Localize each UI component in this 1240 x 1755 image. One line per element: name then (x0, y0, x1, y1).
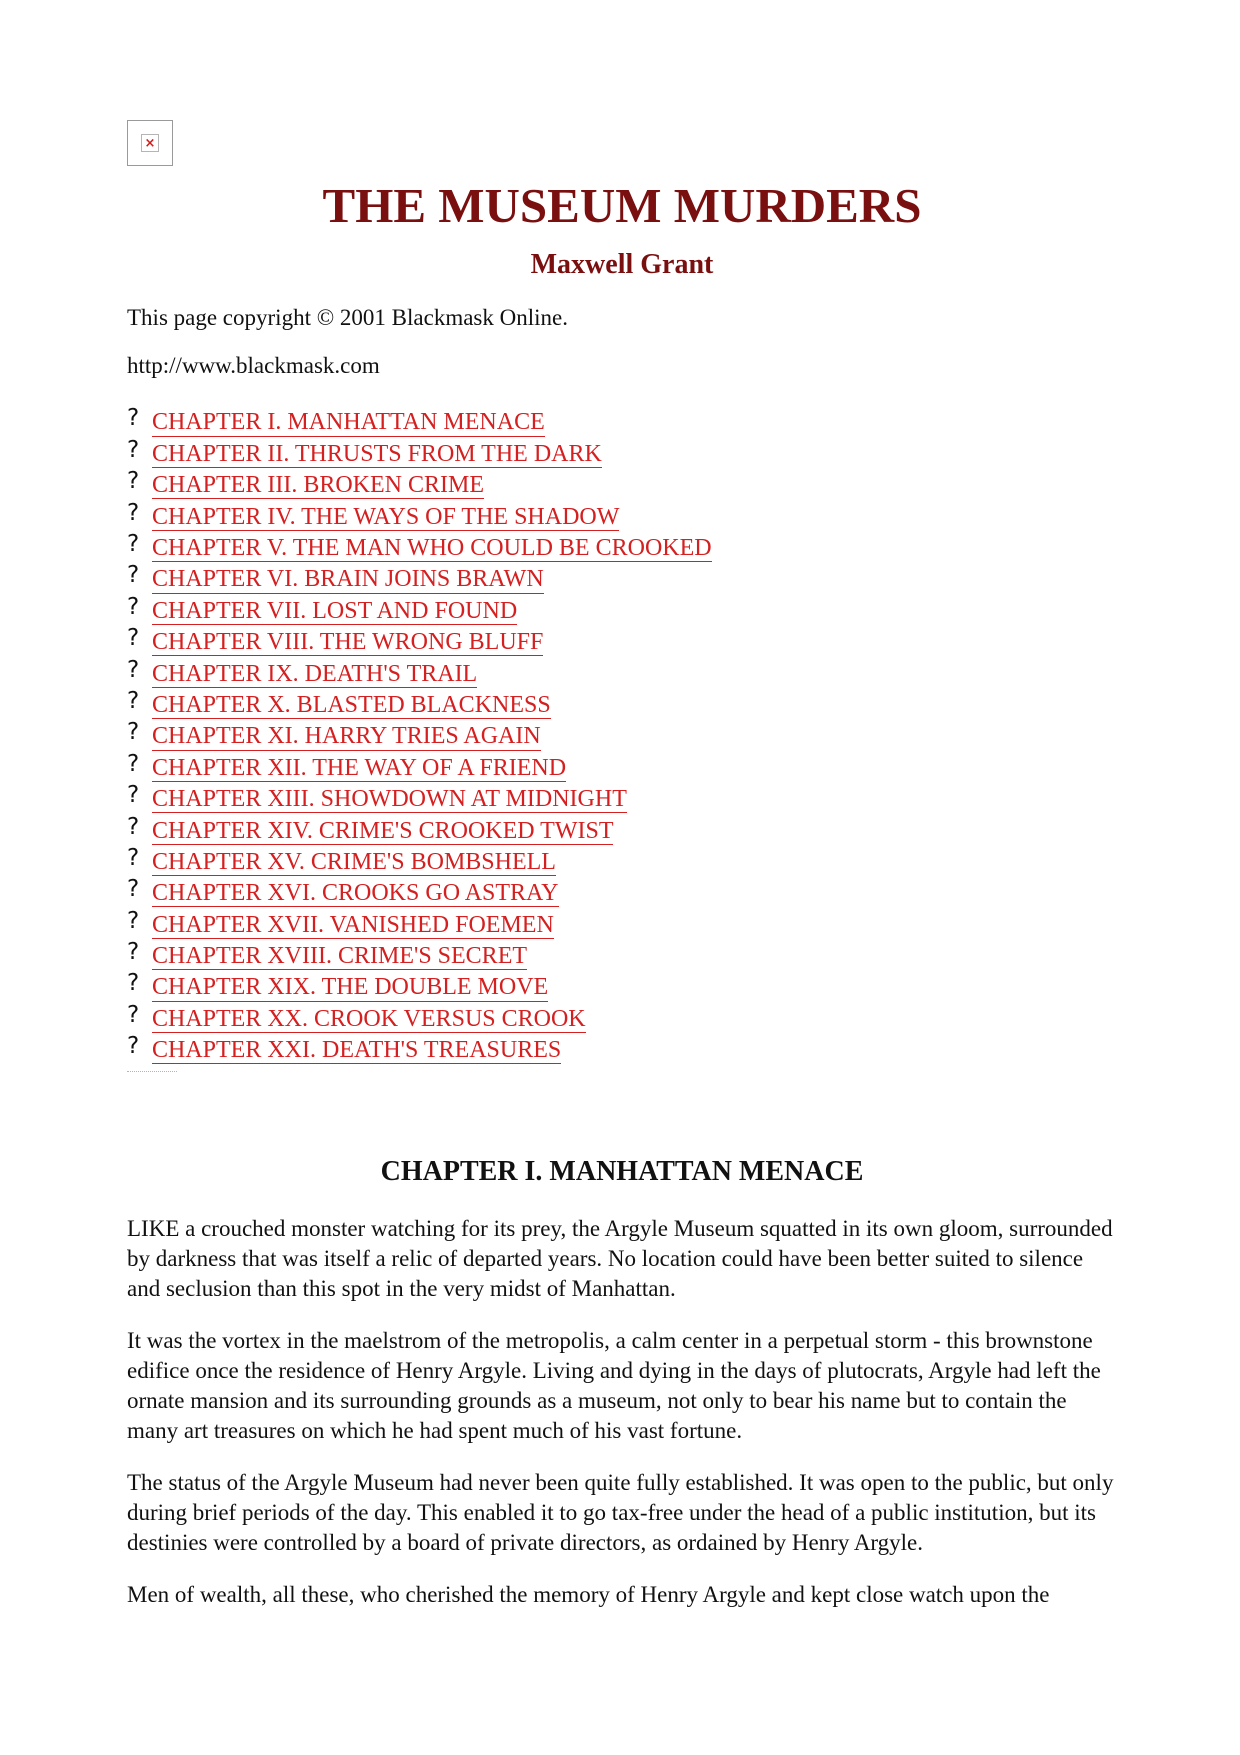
toc-bullet: ? (127, 782, 140, 809)
toc-item (127, 625, 1117, 660)
toc-bullet: ? (127, 499, 140, 526)
toc-bullet: ? (127, 625, 140, 652)
toc-bullet: ? (127, 468, 140, 495)
paragraph: It was the vortex in the maelstrom of the metropolis, a calm center in a perpetual storm - this brownstone edifice once the residence of Henry Argyle. Living and dying in the days of plutocrats, Argyle had left the ornate mansion and its surrounding grounds as a museum, not only to bear his name but to contain the many art treasures on which he had spent much of his vast fortune. (127, 1327, 1101, 1443)
toc-item (127, 1033, 1117, 1068)
toc-link-chapter-14[interactable]: CHAPTER XIV. CRIME'S CROOKED TWIST (152, 817, 614, 844)
document-title: THE MUSEUM MURDERS (322, 178, 922, 233)
toc-bullet: ? (127, 813, 140, 840)
chapter-body (127, 1214, 1117, 1610)
toc-item (127, 750, 1117, 786)
toc-link-chapter-11[interactable]: CHAPTER XI. HARRY TRIES AGAIN (152, 723, 541, 750)
toc-bullet: ? (127, 1033, 140, 1060)
toc-bullet: ? (127, 750, 140, 777)
toc-item (127, 531, 1117, 566)
toc-item (127, 1001, 1117, 1037)
toc-link-chapter-15[interactable]: CHAPTER XV. CRIME'S BOMBSHELL (152, 848, 556, 875)
toc-item (127, 562, 1117, 597)
document-page (127, 120, 1117, 1632)
toc-link-chapter-19[interactable]: CHAPTER XIX. THE DOUBLE MOVE (152, 974, 549, 1001)
toc-bullet: ? (127, 562, 140, 589)
paragraph: Men of wealth, all these, who cherished the memory of Henry Argyle and kept close watch upon the (127, 1581, 1050, 1607)
toc-item (127, 593, 1117, 629)
toc-bullet: ? (127, 876, 140, 903)
document-author: Maxwell Grant (530, 249, 714, 281)
toc-item (127, 876, 1117, 911)
source-url: http://www.blackmask.com (127, 353, 380, 379)
toc-link-chapter-17[interactable]: CHAPTER XVII. VANISHED FOEMEN (152, 911, 554, 938)
toc-bullet: ? (127, 939, 140, 966)
toc-item (127, 719, 1117, 754)
toc-item (127, 939, 1117, 974)
toc-item (127, 436, 1117, 472)
toc-link-chapter-7[interactable]: CHAPTER VII. LOST AND FOUND (152, 597, 518, 624)
paragraph: LIKE a crouched monster watching for its prey, the Argyle Museum squatted in its own gloom, surrounded by darkness that was itself a relic of departed years. No location could have been better suited to silence and seclusion than this spot in the very midst of Manhattan. (127, 1215, 1113, 1301)
toc-bullet: ? (127, 907, 140, 934)
toc-bullet: ? (127, 719, 140, 746)
toc-link-chapter-13[interactable]: CHAPTER XIII. SHOWDOWN AT MIDNIGHT (152, 786, 627, 813)
toc-link-chapter-8[interactable]: CHAPTER VIII. THE WRONG BLUFF (152, 629, 544, 656)
toc-link-chapter-9[interactable]: CHAPTER IX. DEATH'S TRAIL (152, 660, 478, 687)
toc-link-chapter-10[interactable]: CHAPTER X. BLASTED BLACKNESS (152, 691, 551, 718)
chapter-heading: CHAPTER I. MANHATTAN MENACE (380, 1155, 864, 1187)
toc-bullet: ? (127, 436, 140, 463)
toc-link-chapter-21[interactable]: CHAPTER XXI. DEATH'S TREASURES (152, 1037, 562, 1064)
toc-bullet: ? (127, 844, 140, 871)
toc-item (127, 907, 1117, 943)
paragraph: The status of the Argyle Museum had never been quite fully established. It was open to the public, but only during brief periods of the day. This enabled it to go tax-free under the head of a public institution, but its destinies were controlled by a board of private directors, as ordained by Henry Argyle. (127, 1469, 1114, 1555)
toc-link-chapter-5[interactable]: CHAPTER V. THE MAN WHO COULD BE CROOKED (152, 535, 712, 561)
toc-link-chapter-12[interactable]: CHAPTER XII. THE WAY OF A FRIEND (152, 754, 567, 781)
toc-item (127, 468, 1117, 503)
toc-item (127, 813, 1117, 849)
toc-bullet: ? (127, 1001, 140, 1028)
toc-item (127, 782, 1117, 817)
toc-link-chapter-18[interactable]: CHAPTER XVIII. CRIME'S SECRET (152, 943, 528, 970)
toc-item (127, 844, 1117, 880)
copyright-notice: This page copyright © 2001 Blackmask Online. (127, 305, 568, 331)
broken-image-icon: × (127, 120, 173, 166)
toc-bullet: ? (127, 405, 140, 432)
toc-link-chapter-16[interactable]: CHAPTER XVI. CROOKS GO ASTRAY (152, 880, 559, 907)
toc-bullet: ? (127, 970, 140, 997)
toc-link-chapter-6[interactable]: CHAPTER VI. BRAIN JOINS BRAWN (152, 566, 544, 593)
toc-link-chapter-20[interactable]: CHAPTER XX. CROOK VERSUS CROOK (152, 1005, 586, 1032)
toc-item (127, 656, 1117, 692)
toc-bullet: ? (127, 531, 140, 557)
toc-item (127, 970, 1117, 1005)
toc-link-chapter-2[interactable]: CHAPTER II. THRUSTS FROM THE DARK (152, 440, 602, 467)
toc-item (127, 687, 1117, 723)
toc-link-chapter-1[interactable]: CHAPTER I. MANHATTAN MENACE (152, 409, 545, 436)
toc-link-chapter-3[interactable]: CHAPTER III. BROKEN CRIME (152, 472, 485, 499)
toc-item (127, 499, 1117, 535)
toc-end-marker (127, 1071, 177, 1078)
toc-bullet: ? (127, 593, 140, 620)
toc-bullet: ? (127, 687, 140, 714)
toc-bullet: ? (127, 656, 140, 683)
toc-link-chapter-4[interactable]: CHAPTER IV. THE WAYS OF THE SHADOW (152, 503, 620, 530)
table-of-contents (127, 405, 1117, 1068)
toc-item (127, 405, 1117, 440)
